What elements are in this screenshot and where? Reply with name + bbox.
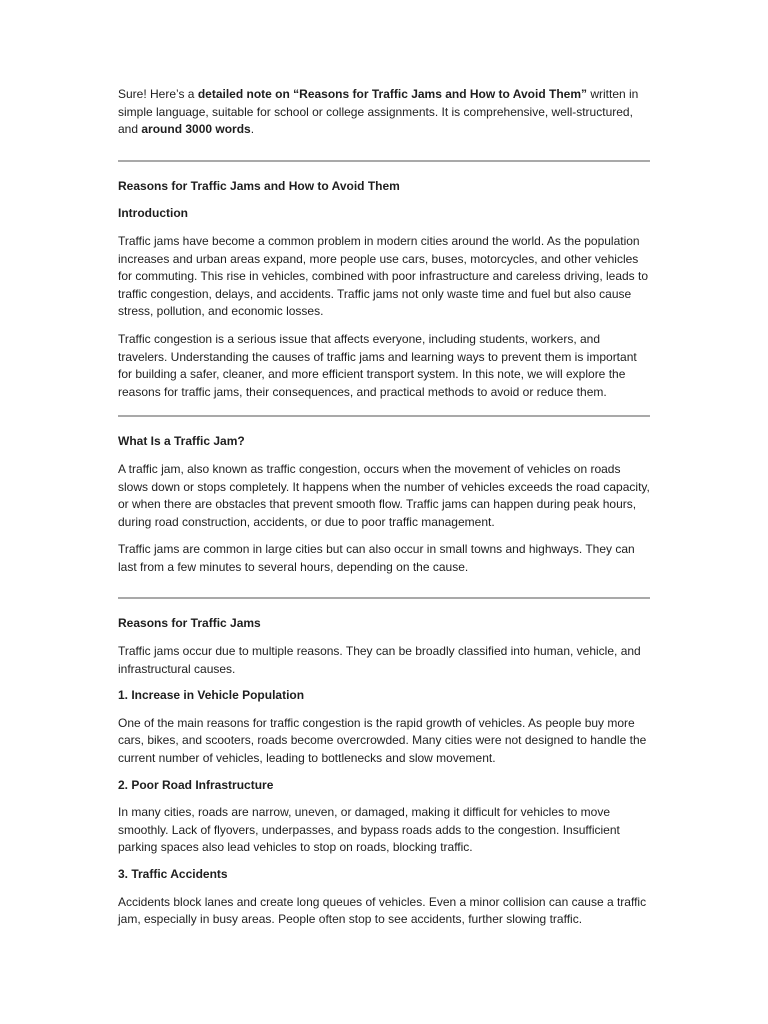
reason-2-text: In many cities, roads are narrow, uneven, or damaged, making it difficult for vehicles to move smoothly. Lack of flyovers, underpasses, and bypass roads adds to the congestion. Insufficient parking spaces also lead vehicles to stop on roads, blocking traffic. — [118, 805, 620, 855]
introduction-paragraph-1: Traffic jams have become a common problem in modern cities around the world. As the population increases and urban areas expand, more people use cars, buses, motorcycles, and other vehicles for commuting. This rise in vehicles, combined with poor infrastructure and careless driving, leads to traffic congestion, delays, and accidents. Traffic jams not only waste time and fuel but also cause stress, pollution, and economic losses. — [118, 233, 649, 319]
intro-note-middle: written in simple language, suitable for school or college assignments. It is comprehensive, well-structured, and — [118, 87, 639, 137]
introduction-paragraph-2: Traffic congestion is a serious issue that affects everyone, including students, workers, and travelers. Understanding the causes of traffic jams and learning ways to prevent them is important for building a safer, cleaner, and more efficient transport system. In this note, we will explore the reasons for traffic jams, their consequences, and practical methods to avoid or reduce them. — [118, 331, 637, 399]
reason-1-text: One of the main reasons for traffic congestion is the rapid growth of vehicles. As people buy more cars, bikes, and scooters, roads become overcrowded. Many cities were not designed to handle the current number of vehicles, leading to bottlenecks and slow movement. — [118, 715, 647, 766]
what-is-heading: What Is a Traffic Jam? — [118, 434, 245, 449]
what-is-paragraph-1: A traffic jam, also known as traffic congestion, occurs when the movement of vehicles on roads slows down or stops completely. It happens when the number of vehicles exceeds the road capacity, or when there are obstacles that prevent smooth flow. Traffic jams can happen during peak hours, during road construction, accidents, or due to poor traffic management. — [118, 461, 650, 529]
section-divider — [118, 597, 650, 599]
intro-note-prefix: Sure! Here’s a — [118, 87, 198, 101]
reason-1-heading: 1. Increase in Vehicle Population — [118, 688, 305, 703]
intro-note-suffix: . — [250, 122, 255, 137]
what-is-paragraph-2: Traffic jams are common in large cities but can also occur in small towns and highways. They can last from a few minutes to several hours, depending on the cause. — [118, 542, 635, 574]
intro-note-wordcount: around 3000 words — [141, 122, 251, 137]
intro-note-topic: detailed note on “Reasons for Traffic Jams and How to Avoid Them” — [197, 87, 587, 101]
reason-2-heading: 2. Poor Road Infrastructure — [118, 777, 274, 792]
reasons-paragraph-1: Traffic jams occur due to multiple reasons. They can be broadly classified into human, vehicle, and infrastructural causes. — [118, 644, 641, 676]
intro-note — [118, 86, 650, 139]
reasons-heading: Reasons for Traffic Jams — [118, 616, 261, 631]
introduction-heading: Introduction — [118, 206, 188, 221]
section-divider — [118, 160, 650, 162]
reason-3-text: Accidents block lanes and create long queues of vehicles. Even a minor collision can cause a traffic jam, especially in busy areas. People often stop to see accidents, further slowing traffic. — [118, 894, 647, 927]
reason-3-heading: 3. Traffic Accidents — [118, 867, 228, 881]
section-divider — [118, 415, 650, 417]
document-page — [118, 86, 650, 929]
document-title: Reasons for Traffic Jams and How to Avoid Them — [118, 178, 400, 193]
